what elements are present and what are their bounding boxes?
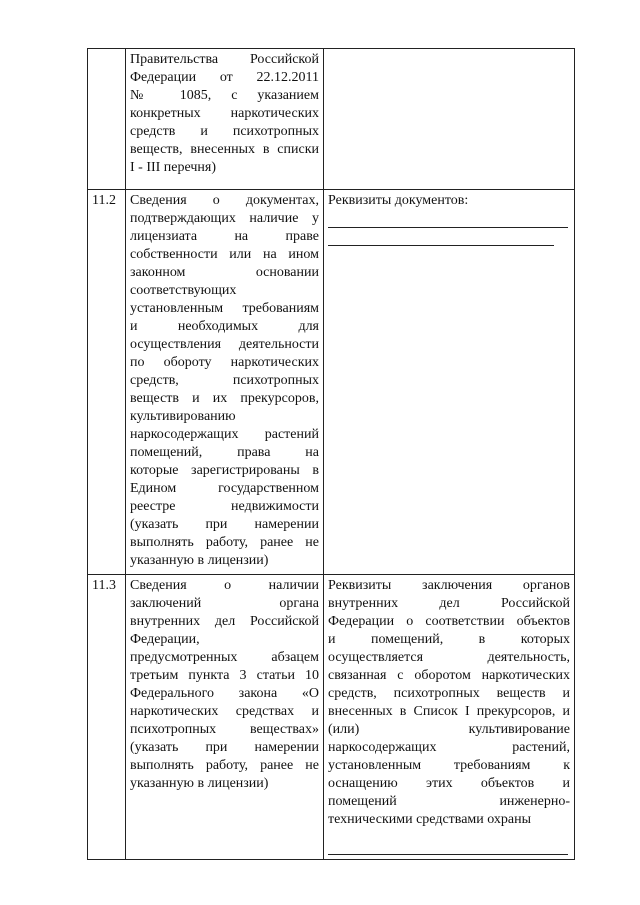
requisites-line: наркосодержащих растений, xyxy=(328,740,570,755)
row-requisites xyxy=(324,575,575,860)
description-line: средств, психотропных xyxy=(130,373,319,388)
requisites-line: техническими средствами охраны xyxy=(328,812,532,827)
row-requisites xyxy=(324,49,575,190)
description-line: Сведения о наличии xyxy=(130,578,319,593)
description-line: подтверждающих наличие у xyxy=(130,211,319,226)
description-line: предусмотренных абзацем xyxy=(130,650,319,665)
description-line: веществ, внесенных в списки xyxy=(130,142,319,157)
requisites-line: (или) культивирование xyxy=(328,722,570,737)
description-line: веществ и их прекурсоров, xyxy=(130,391,319,406)
description-line: Едином государственном xyxy=(130,481,319,496)
row-description xyxy=(126,575,324,860)
requisites-line: Реквизиты документов: xyxy=(328,193,469,208)
requisites-line: Федерации о соответствии объектов xyxy=(328,614,570,629)
description-line: Правительства Российской xyxy=(130,52,319,67)
fill-in-line[interactable] xyxy=(328,837,568,855)
description-line: № 1085, с указанием xyxy=(130,88,319,103)
description-line: указанную в лицензии) xyxy=(130,776,269,791)
description-line: конкретных наркотических xyxy=(130,106,319,121)
description-line: Федерального закона «О xyxy=(130,686,319,701)
description-line: культивированию xyxy=(130,409,236,424)
fill-in-line[interactable] xyxy=(328,228,554,246)
description-line: и необходимых для xyxy=(130,319,319,334)
fill-in-line[interactable] xyxy=(328,210,568,228)
description-line: третьим пункта 3 статьи 10 xyxy=(130,668,319,683)
description-line: внутренних дел Российской xyxy=(130,614,319,629)
row-number: 11.2 xyxy=(88,190,126,575)
description-line: собственности или на ином xyxy=(130,247,319,262)
description-line: соответствующих xyxy=(130,283,237,298)
description-line: психотропных веществах» xyxy=(130,722,319,737)
requisites-line: внутренних дел Российской xyxy=(328,596,570,611)
description-line: Федерации, xyxy=(130,632,200,647)
row-requisites xyxy=(324,190,575,575)
description-line: Сведения о документах, xyxy=(130,193,319,208)
requisites-line: средств, психотропных веществ и xyxy=(328,686,570,701)
description-line: средств и психотропных xyxy=(130,124,319,139)
description-line: наркосодержащих растений xyxy=(130,427,319,442)
description-line: наркотических средствах и xyxy=(130,704,319,719)
requisites-line: и помещений, в которых xyxy=(328,632,570,647)
requisites-line: Реквизиты заключения органов xyxy=(328,578,570,593)
row-number: 11.3 xyxy=(88,575,126,860)
requisites-line: внесенных в Список I прекурсоров, и xyxy=(328,704,570,719)
description-line: которые зарегистрированы в xyxy=(130,463,319,478)
requisites-line: связанная с оборотом наркотических xyxy=(328,668,570,683)
description-line: реестре недвижимости xyxy=(130,499,319,514)
requisites-line: осуществляется деятельность, xyxy=(328,650,570,665)
description-line: осуществления деятельности xyxy=(130,337,319,352)
description-line: выполнять работу, ранее не xyxy=(130,758,319,773)
description-line: выполнять работу, ранее не xyxy=(130,535,319,550)
table-row xyxy=(88,190,575,575)
description-line: Федерации от 22.12.2011 xyxy=(130,70,319,85)
description-line: (указать при намерении xyxy=(130,517,319,532)
description-line: законном основании xyxy=(130,265,319,280)
table-row xyxy=(88,575,575,860)
description-line: по обороту наркотических xyxy=(130,355,319,370)
description-line: лицензиата на праве xyxy=(130,229,319,244)
row-number xyxy=(88,49,126,190)
document-table xyxy=(87,48,575,860)
description-line: указанную в лицензии) xyxy=(130,553,269,568)
requisites-line: установленным требованиям к xyxy=(328,758,570,773)
description-line: заключений органа xyxy=(130,596,319,611)
description-line: (указать при намерении xyxy=(130,740,319,755)
requisites-line: помещений инженерно- xyxy=(328,794,570,809)
description-line: установленным требованиям xyxy=(130,301,319,316)
description-line: помещений, права на xyxy=(130,445,319,460)
row-description xyxy=(126,190,324,575)
table-row xyxy=(88,49,575,190)
row-description xyxy=(126,49,324,190)
requisites-line: оснащению этих объектов и xyxy=(328,776,570,791)
description-line: I - III перечня) xyxy=(130,160,217,175)
